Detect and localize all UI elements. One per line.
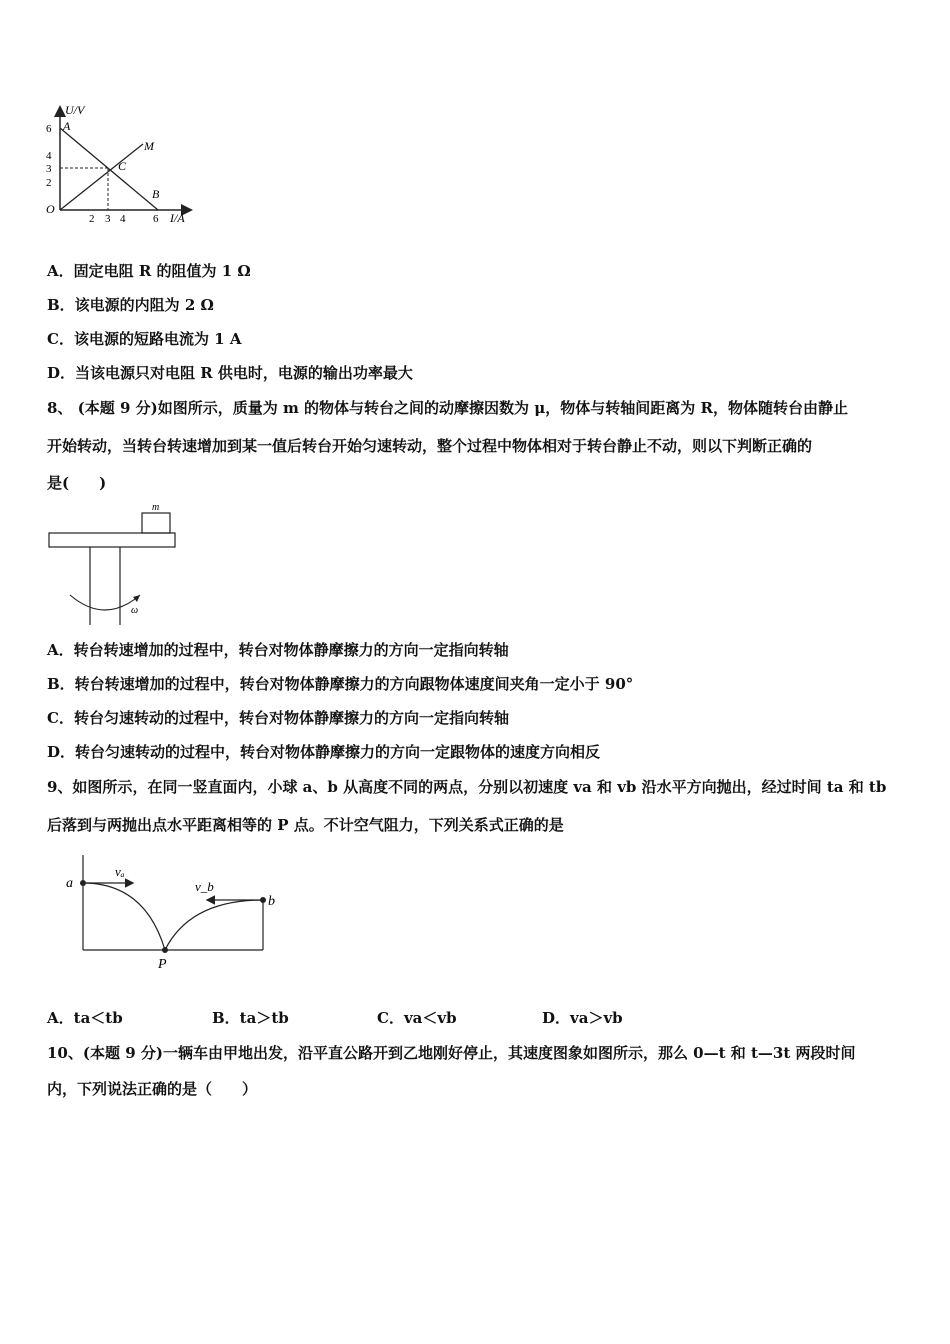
trajectory-b <box>165 900 263 950</box>
q8-option-a: A．转台转速增加的过程中，转台对物体静摩擦力的方向一定指向转轴 <box>47 641 509 659</box>
point-c-label: C <box>118 159 127 173</box>
q7-option-a: A．固定电阻 R 的阻值为 1 Ω <box>47 262 251 280</box>
label-a: a <box>66 876 73 891</box>
x-axis-label: I/A <box>170 211 185 225</box>
label-vb: v_b <box>195 879 214 894</box>
q8-stem: 开始转动，当转台转速增加到某一值后转台开始匀速转动，整个过程中物体相对于转台静止不动，则以下判断正确的 <box>47 437 813 455</box>
q10-stem: 10、(本题 9 分)一辆车由甲地出发，沿平直公路开到乙地刚好停止，其速度图象如图所示，那么 0—t 和 t—3t 两段时间 <box>47 1044 856 1062</box>
uv-graph-figure <box>40 100 200 225</box>
label-p: P <box>158 957 167 972</box>
projectile-figure <box>60 850 280 975</box>
label-b: b <box>268 894 275 909</box>
q9-stem: 后落到与两抛出点水平距离相等的 P 点。不计空气阻力，下列关系式正确的是 <box>47 816 564 834</box>
q9-stem: 9、如图所示，在同一竖直面内，小球 a、b 从高度不同的两点，分别以初速度 va 和 vb 沿水平方向抛出，经过时间 ta 和 tb <box>47 778 887 796</box>
y-tick: 3 <box>46 163 52 175</box>
q9-option-d: D．va＞vb <box>542 1009 623 1027</box>
q9-option-b: B．ta＞tb <box>212 1009 289 1027</box>
x-tick: 6 <box>153 213 159 225</box>
q8-option-d: D．转台匀速转动的过程中，转台对物体静摩擦力的方向一定跟物体的速度方向相反 <box>47 743 601 761</box>
q9-option-c: C．va＜vb <box>377 1009 457 1027</box>
point-m-label: M <box>144 139 154 153</box>
q8-stem: 8、 (本题 9 分)如图所示，质量为 m 的物体与转台之间的动摩擦因数为 μ，物体与转轴间距离为 R，物体随转台由静止 <box>47 399 848 417</box>
point-p <box>162 947 168 953</box>
turntable-figure <box>45 500 185 625</box>
ball-a <box>80 880 86 886</box>
mass-label: m <box>152 502 160 513</box>
q8-stem: 是( ) <box>47 474 107 492</box>
y-tick: 2 <box>46 177 52 189</box>
x-tick: 4 <box>120 213 126 225</box>
q7-option-c: C．该电源的短路电流为 1 A <box>47 330 242 348</box>
q9-option-a: A．ta＜tb <box>47 1009 123 1027</box>
mass-block <box>142 513 170 533</box>
y-tick: 6 <box>46 123 52 135</box>
ball-b <box>260 897 266 903</box>
x-tick: 3 <box>105 213 111 225</box>
rotation-arrow <box>70 595 140 610</box>
point-b-label: B <box>152 187 160 201</box>
q10-stem: 内，下列说法正确的是（ ） <box>47 1080 258 1098</box>
trajectory-a <box>83 883 165 950</box>
q8-option-b: B．转台转速增加的过程中，转台对物体静摩擦力的方向跟物体速度间夹角一定小于 90° <box>47 675 634 693</box>
origin-label: O <box>46 202 55 216</box>
y-axis-label: U/V <box>65 103 85 117</box>
turntable-disk <box>49 533 175 547</box>
point-a-label: A <box>63 119 71 133</box>
y-tick: 4 <box>46 150 52 162</box>
label-va: vₐ <box>115 864 125 879</box>
rotation-arrowhead <box>133 595 140 602</box>
q7-option-b: B．该电源的内阻为 2 Ω <box>47 296 214 314</box>
q7-option-d: D．当该电源只对电阻 R 供电时，电源的输出功率最大 <box>47 364 413 382</box>
q8-option-c: C．转台匀速转动的过程中，转台对物体静摩擦力的方向一定指向转轴 <box>47 709 509 727</box>
line-om <box>60 144 143 210</box>
x-tick: 2 <box>89 213 95 225</box>
omega-label: ω <box>131 605 139 616</box>
